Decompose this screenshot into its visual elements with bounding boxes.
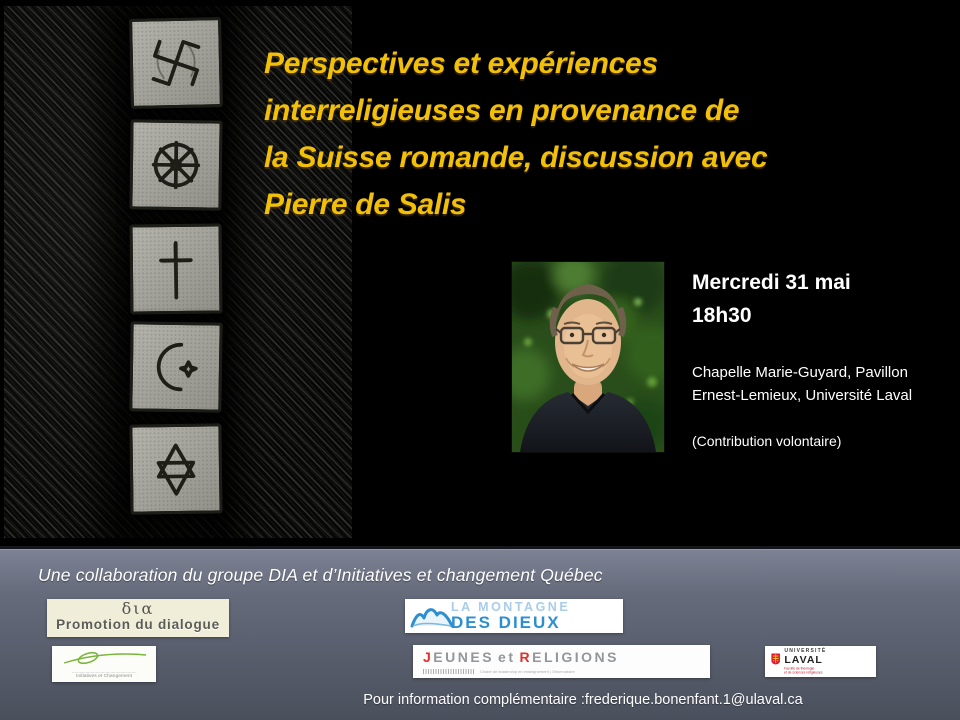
- laval-faculty: Faculté de théologie et de sciences religieuses: [784, 666, 823, 675]
- jeunes-wordmark: JEUNES et RELIGIONS: [423, 649, 620, 665]
- event-location: [692, 361, 942, 407]
- mountain-icon: [409, 602, 455, 630]
- portrait-image: [512, 262, 664, 452]
- cross-icon: [145, 238, 208, 301]
- laval-line-1: UNIVERSITÉ: [784, 648, 827, 654]
- event-time: 18h30: [692, 304, 752, 327]
- laval-line-2: LAVAL: [784, 654, 823, 666]
- event-date: [692, 266, 942, 332]
- dharma-wheel-icon: [145, 134, 208, 197]
- logo-jeunes-et-religions: [413, 645, 710, 678]
- title-line-1: Perspectives et expériences: [264, 47, 658, 80]
- event-details: [692, 266, 942, 449]
- laval-shield-icon: [771, 649, 780, 669]
- symbol-square-crescent-star: [129, 321, 222, 412]
- contribution-note: (Contribution volontaire): [692, 433, 842, 449]
- montagne-line-2: DES DIEUX: [451, 613, 561, 633]
- swastika-icon: [144, 31, 207, 94]
- logo-dia: [47, 599, 229, 637]
- logo-la-montagne-des-dieux: [405, 599, 623, 633]
- event-location-line-2: Ernest-Lemieux, Université Laval: [692, 387, 913, 404]
- dia-label: Promotion du dialogue: [56, 617, 220, 632]
- symbol-square-star-of-david: [129, 423, 222, 514]
- slide-title: [264, 40, 924, 228]
- montagne-line-1: LA MONTAGNE: [451, 599, 571, 614]
- dia-greek-text: δια: [121, 599, 155, 618]
- footer: [0, 546, 960, 720]
- title-line-3: la Suisse romande, discussion avec: [264, 141, 768, 174]
- symbol-square-cross: [130, 224, 223, 315]
- title-line-4: Pierre de Salis: [264, 188, 467, 221]
- jeunes-subline: [423, 667, 710, 676]
- crescent-star-icon: [145, 336, 208, 399]
- event-location-line-1: Chapelle Marie-Guyard, Pavillon: [692, 364, 908, 381]
- logo-universite-laval: [765, 646, 876, 677]
- event-date-line-1: Mercredi 31 mai: [692, 271, 851, 294]
- contact-info: Pour information complémentaire :frederique.bonenfant.1@ulaval.ca: [363, 692, 803, 708]
- barcode-decoration: [423, 669, 475, 674]
- title-line-2: interreligieuses en provenance de: [264, 94, 740, 127]
- jeunes-initial-j: J: [423, 649, 434, 665]
- initiatives-label: Initiatives et Changement: [72, 672, 136, 678]
- jeunes-initial-r: R: [519, 649, 533, 665]
- symbol-square-dharma-wheel: [129, 119, 222, 210]
- symbol-square-swastika: [129, 17, 223, 109]
- logo-initiatives-et-changement: [52, 646, 156, 682]
- speaker-photo: [512, 262, 664, 452]
- jeunes-subtext: Chaire de leadership en enseignement | Observatoire: [480, 669, 575, 674]
- leaf-swoosh-icon: [58, 650, 150, 666]
- star-of-david-icon: [145, 438, 208, 501]
- collaboration-text: Une collaboration du groupe DIA et d’Initiatives et changement Québec: [38, 565, 603, 585]
